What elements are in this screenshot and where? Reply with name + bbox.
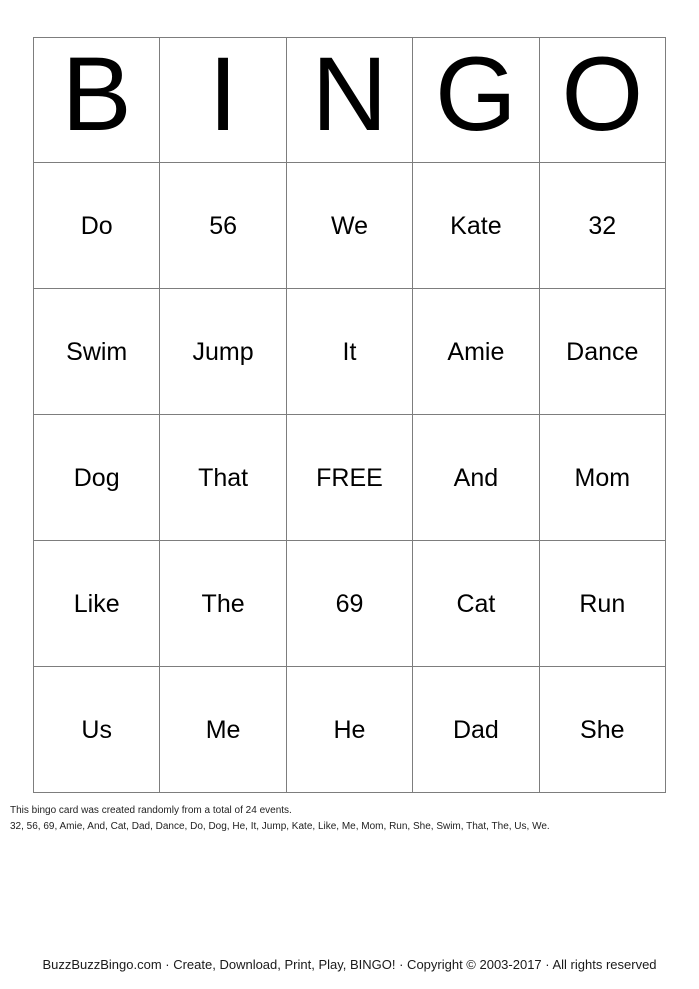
bingo-cell: Me (159, 666, 285, 792)
bingo-cell: The (159, 540, 285, 666)
bingo-cell: Dance (539, 288, 665, 414)
bingo-cell: 69 (286, 540, 412, 666)
bingo-cell: Kate (412, 162, 538, 288)
bingo-cell: And (412, 414, 538, 540)
bingo-cell: That (159, 414, 285, 540)
bingo-cell: It (286, 288, 412, 414)
bingo-cell: Amie (412, 288, 538, 414)
bingo-cell: Dad (412, 666, 538, 792)
bingo-header-letter-i: I (159, 37, 285, 162)
bingo-header-letter-o: O (539, 37, 665, 162)
bingo-cell: Swim (33, 288, 159, 414)
bingo-free-cell: FREE (286, 414, 412, 540)
bingo-cell: Jump (159, 288, 285, 414)
card-events-list: 32, 56, 69, Amie, And, Cat, Dad, Dance, Do, Dog, He, It, Jump, Kate, Like, Me, Mom, Run, She, Swim, That, The, Us, We. (10, 821, 550, 832)
card-generation-note-line1: This bingo card was created randomly from a total of 24 events. (10, 805, 292, 816)
bingo-header-letter-g: G (412, 37, 538, 162)
bingo-cell: Do (33, 162, 159, 288)
footer-credit: BuzzBuzzBingo.com · Create, Download, Print, Play, BINGO! · Copyright © 2003-2017 · All rights reserved (42, 957, 657, 972)
bingo-cell: Mom (539, 414, 665, 540)
bingo-cell: Dog (33, 414, 159, 540)
bingo-cell: Like (33, 540, 159, 666)
bingo-cell: Us (33, 666, 159, 792)
bingo-grid (33, 37, 666, 793)
bingo-cell: He (286, 666, 412, 792)
bingo-cell: Cat (412, 540, 538, 666)
bingo-header-letter-b: B (33, 37, 159, 162)
bingo-cell: 56 (159, 162, 285, 288)
card-generation-note (10, 803, 550, 835)
bingo-header-letter-n: N (286, 37, 412, 162)
bingo-cell: She (539, 666, 665, 792)
bingo-cell: Run (539, 540, 665, 666)
bingo-cell: We (286, 162, 412, 288)
bingo-cell: 32 (539, 162, 665, 288)
